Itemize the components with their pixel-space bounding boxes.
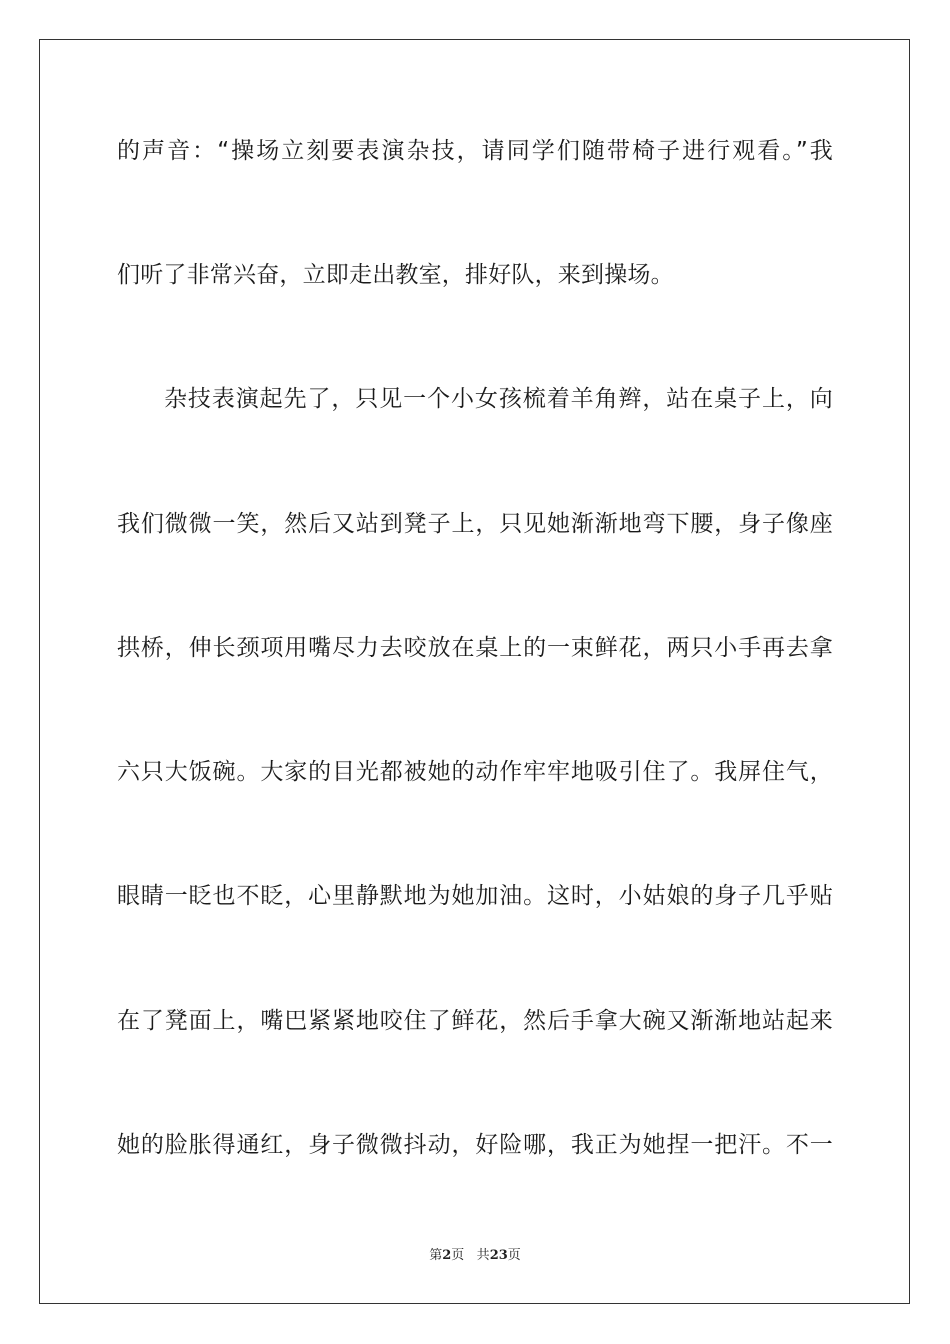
footer-page-prefix: 第 — [429, 1248, 443, 1263]
footer-total-pages: 23 — [489, 1248, 508, 1263]
body-line-7: 眼睛一眨也不眨，心里静默地为她加油。这时，小姑娘的身子几乎贴 — [117, 883, 833, 909]
body-line-6: 六只大饭碗。大家的目光都被她的动作牢牢地吸引住了。我屏住气， — [117, 759, 833, 785]
body-line-1: 的声音：“操场立刻要表演杂技，请同学们随带椅子进行观看。”我 — [117, 138, 833, 164]
footer-page-number: 2 — [442, 1248, 452, 1263]
body-line-8: 在了凳面上，嘴巴紧紧地咬住了鲜花，然后手拿大碗又渐渐地站起来 — [117, 1008, 833, 1034]
page-border — [39, 39, 910, 1304]
body-line-4: 我们微微一笑，然后又站到凳子上，只见她渐渐地弯下腰，身子像座 — [117, 511, 833, 537]
footer-page-suffix: 页 — [451, 1248, 465, 1263]
body-line-2: 们听了非常兴奋，立即走出教室，排好队，来到操场。 — [117, 262, 674, 288]
body-line-5: 拱桥，伸长颈项用嘴尽力去咬放在桌上的一束鲜花，两只小手再去拿 — [117, 635, 833, 661]
body-line-3: 杂技表演起先了，只见一个小女孩梳着羊角辫，站在桌子上，向 — [164, 386, 833, 412]
footer-total-prefix: 共 — [476, 1248, 490, 1263]
footer-total-suffix: 页 — [507, 1248, 521, 1263]
body-line-9: 她的脸胀得通红，身子微微抖动，好险哪，我正为她捏一把汗。不一 — [117, 1132, 833, 1158]
page-footer — [0, 1247, 950, 1265]
